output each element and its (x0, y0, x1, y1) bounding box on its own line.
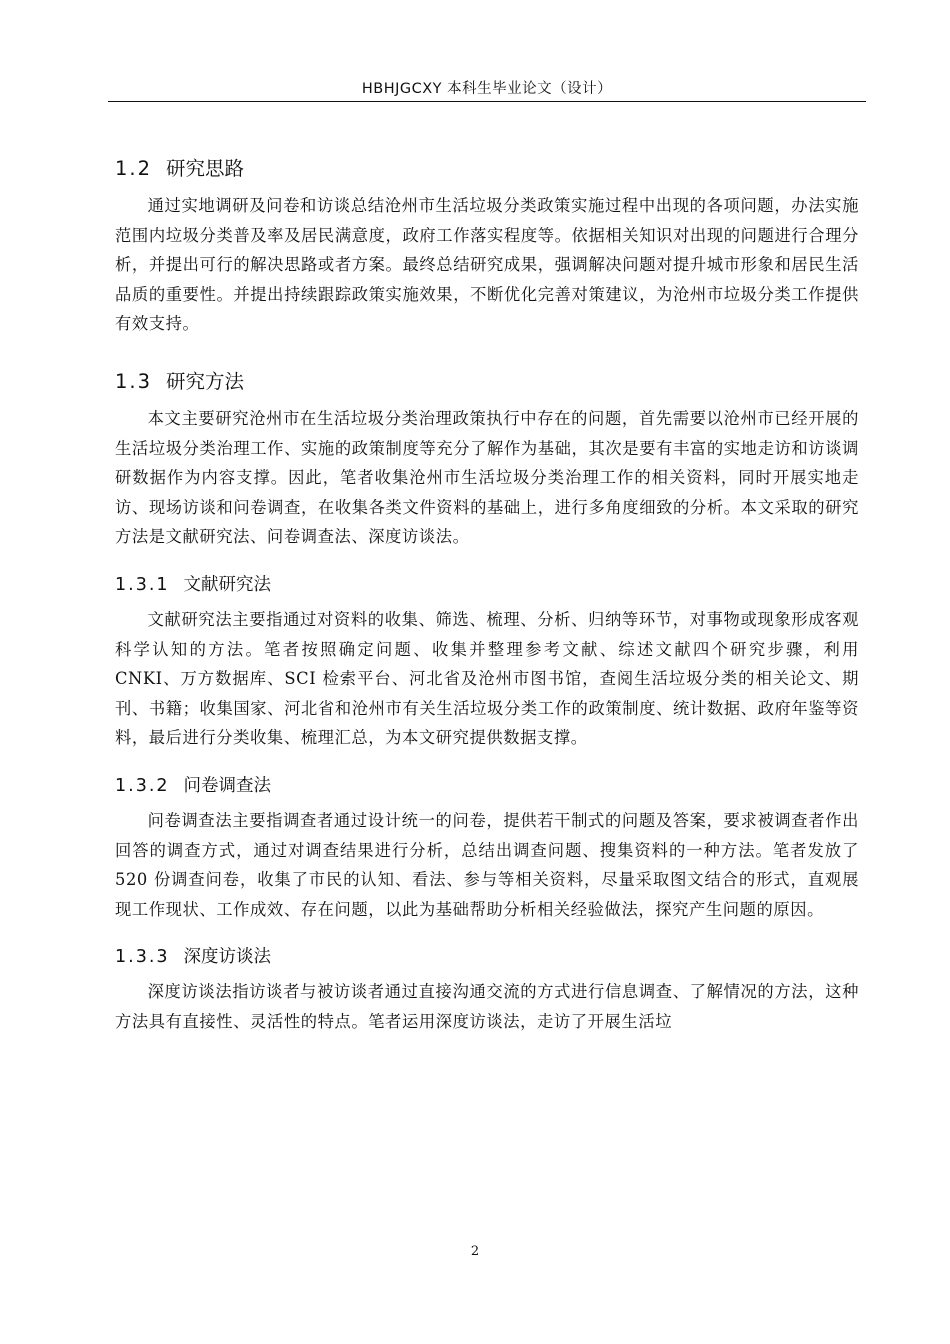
subsection-heading-1-3-2 (115, 771, 859, 801)
section-paragraph-1-3-1: 文献研究法主要指通过对资料的收集、筛选、梳理、分析、归纳等环节，对事物或现象形成客观科学认知的方法。笔者按照确定问题、收集并整理参考文献、综述文献四个研究步骤，利用 CNKI、万方数据库、SCI 检索平台、河北省及沧州市图书馆，查阅生活垃圾分类的相关论文、期刊、书籍；收集国家、河北省和沧州市有关生活垃圾分类工作的政策制度、统计数据、政府年鉴等资料，最后进行分类收集、梳理汇总，为本文研究提供数据支撑。 (115, 609, 859, 748)
section-title: 研究方法 (166, 369, 245, 393)
section-title: 研究思路 (166, 157, 245, 180)
section-number: 1.3.3 (115, 947, 170, 968)
section-number: 1.3.2 (115, 775, 170, 796)
running-header: HBHJGCXY 本科生毕业论文（设计） (361, 81, 613, 97)
section-number: 1.3 (115, 369, 153, 393)
section-paragraph-1-3: 本文主要研究沧州市在生活垃圾分类治理政策执行中存在的问题，首先需要以沧州市已经开展的生活垃圾分类治理工作、实施的政策制度等充分了解作为基础，其次是要有丰富的实地走访和访谈调研数据作为内容支撑。因此，笔者收集沧州市生活垃圾分类治理工作的相关资料，同时开展实地走访、现场访谈和问卷调查，在收集各类文件资料的基础上，进行多角度细致的分析。本文采取的研究方法是文献研究法、问卷调查法、深度访谈法。 (115, 408, 859, 547)
section-paragraph-1-3-2: 问卷调查法主要指调查者通过设计统一的问卷，提供若干制式的问题及答案，要求被调查者作出回答的调查方式，通过对调查结果进行分析，总结出调查问题、搜集资料的一种方法。笔者发放了 520 份调查问卷，收集了市民的认知、看法、参与等相关资料，尽量采取图文结合的形式，直观展现工作现状、工作成效、存在问题，以此为基础帮助分析相关经验做法，探究产生问题的原因。 (115, 810, 859, 919)
section-number: 1.2 (115, 157, 153, 180)
section-title: 文献研究法 (183, 574, 272, 595)
section-paragraph-1-3-3: 深度访谈法指访谈者与被访谈者通过直接沟通交流的方式进行信息调查、了解情况的方法，这种方法具有直接性、灵活性的特点。笔者运用深度访谈法，走访了开展生活垃 (115, 982, 859, 1031)
subsection-heading-1-3-1 (115, 570, 859, 600)
section-title: 深度访谈法 (183, 947, 272, 968)
subsection-heading-1-3-3 (115, 942, 859, 972)
section-paragraph-1-2: 通过实地调研及问卷和访谈总结沧州市生活垃圾分类政策实施过程中出现的各项问题，办法实施范围内垃圾分类普及率及居民满意度，政府工作落实程度等。依据相关知识对出现的问题进行合理分析，并提出可行的解决思路或者方案。最终总结研究成果，强调解决问题对提升城市形象和居民生活品质的重要性。并提出持续跟踪政策实施效果，不断优化完善对策建议，为沧州市垃圾分类工作提供有效支持。 (115, 196, 859, 334)
section-title: 问卷调查法 (183, 775, 272, 796)
section-number: 1.3.1 (115, 574, 170, 595)
page-number: 2 (470, 1244, 480, 1259)
section-heading-1-3 (115, 365, 859, 399)
header-divider (108, 101, 866, 102)
section-heading-1-2 (115, 152, 859, 186)
document-body (115, 152, 859, 1036)
